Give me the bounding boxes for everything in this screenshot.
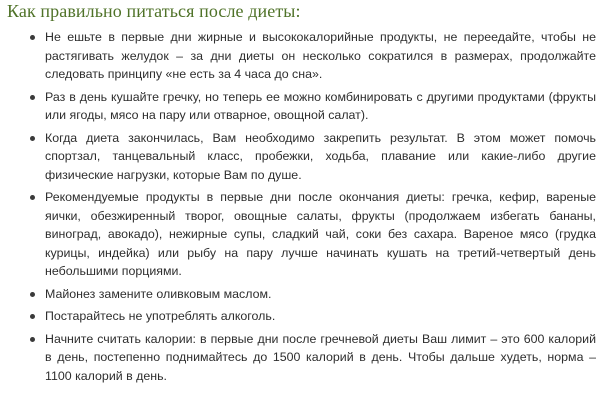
page-title: Как правильно питаться после диеты: bbox=[7, 1, 301, 21]
list-item bbox=[0, 307, 604, 326]
bullet-icon bbox=[30, 195, 35, 200]
list-item-text: Раз в день кушайте гречку, но теперь ее можно комбинировать с другими продуктами (фрукты или ягоды, мясо на пару или отварное, овощной салат). bbox=[45, 89, 596, 122]
bullet-icon bbox=[30, 35, 35, 40]
list-item-text: Когда диета закончилась, Вам необходимо закрепить результат. В этом может помочь спортзал, танцевальный класс, пробежки, ходьба, плавание или какие-либо другие физические нагрузки, которые Вам по душе. bbox=[45, 130, 596, 182]
list-item-text: Не ешьте в первые дни жирные и высококалорийные продукты, не переедайте, чтобы не растягивать желудок – за дни диеты он несколько сократился в размерах, продолжайте следовать принципу «не есть за 4 часа до сна». bbox=[45, 30, 596, 81]
list-item bbox=[0, 129, 604, 185]
bullet-icon bbox=[30, 314, 35, 319]
list-item-text: Майонез замените оливковым маслом. bbox=[45, 286, 272, 301]
bullet-icon bbox=[30, 95, 35, 100]
list-item bbox=[0, 188, 604, 281]
bullet-icon bbox=[30, 337, 35, 342]
list-item bbox=[0, 88, 604, 125]
bullet-icon bbox=[30, 292, 35, 297]
list-item bbox=[0, 28, 604, 84]
list-item-text: Постарайтесь не употреблять алкоголь. bbox=[45, 309, 276, 323]
bullet-icon bbox=[30, 136, 35, 141]
list-item bbox=[0, 330, 604, 386]
list-item-text: Начните считать калории: в первые дни после гречневой диеты Ваш лимит – это 600 калорий в день, постепенно поднимайтесь до 1500 калорий в день. Чтобы дальше худеть, норма – 1100 калорий в день. bbox=[45, 331, 596, 383]
list-item-text: Рекомендуемые продукты в первые дни после окончания диеты: гречка, кефир, вареные яички, обезжиренный творог, овощные салаты, фрукты (продолжаем избегать бананы, виноград, авокадо), нежирные супы, сладкий чай, соки без сахара. Вареное мясо (грудка курицы, индейка) или рыбу на пару лучше начинать кушать на третий-четвертый день небольшими порциями. bbox=[45, 190, 596, 278]
list-item bbox=[0, 285, 604, 304]
tips-list bbox=[0, 28, 604, 389]
